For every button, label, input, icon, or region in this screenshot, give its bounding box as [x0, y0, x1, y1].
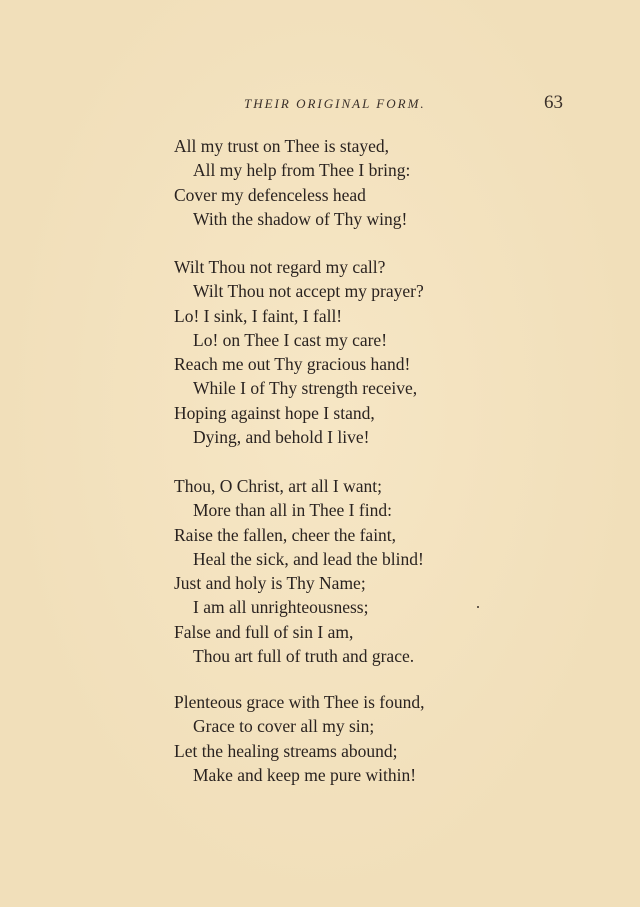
verse-line: Grace to cover all my sin;: [193, 716, 375, 737]
verse-line: Wilt Thou not regard my call?: [174, 257, 386, 277]
verse-line: Hoping against hope I stand,: [174, 402, 375, 423]
verse-line: All my trust on Thee is stayed,: [174, 136, 389, 156]
verse-line: Cover my defenceless head: [174, 184, 366, 205]
verse-line: Heal the sick, and lead the blind!: [193, 548, 424, 569]
verse-line: Make and keep me pure within!: [193, 764, 417, 785]
verse-line: Just and holy is Thy Name;: [174, 573, 366, 594]
ink-speck: [477, 606, 479, 608]
page-number: 63: [544, 92, 563, 113]
verse-line: Let the healing streams abound;: [174, 740, 398, 761]
stanza-2: [174, 255, 424, 449]
verse-line: Wilt Thou not accept my prayer?: [193, 281, 424, 302]
running-title: THEIR ORIGINAL FORM.: [244, 96, 426, 111]
verse-line: Thou art full of truth and grace.: [193, 646, 415, 667]
stanza-1: [174, 134, 410, 231]
verse-line: Thou, O Christ, art all I want;: [174, 476, 383, 496]
verse-line: Dying, and behold I live!: [193, 427, 370, 448]
verse-line: All my help from Thee I bring:: [193, 160, 411, 181]
verse-line: Raise the fallen, cheer the faint,: [174, 524, 397, 545]
verse-line: Lo! I sink, I faint, I fall!: [174, 305, 343, 326]
stanza-3: [174, 474, 424, 668]
verse-line: While I of Thy strength receive,: [193, 378, 418, 399]
verse-line: False and full of sin I am,: [174, 621, 354, 642]
verse-line: Reach me out Thy gracious hand!: [174, 354, 411, 375]
verse-line: I am all unrighteousness;: [193, 597, 369, 618]
verse-line: More than all in Thee I find:: [193, 500, 392, 521]
verse-line: Lo! on Thee I cast my care!: [193, 329, 388, 350]
verse-line: Plenteous grace with Thee is found,: [174, 692, 425, 712]
stanza-4: [174, 690, 424, 787]
verse-line: With the shadow of Thy wing!: [193, 208, 408, 229]
